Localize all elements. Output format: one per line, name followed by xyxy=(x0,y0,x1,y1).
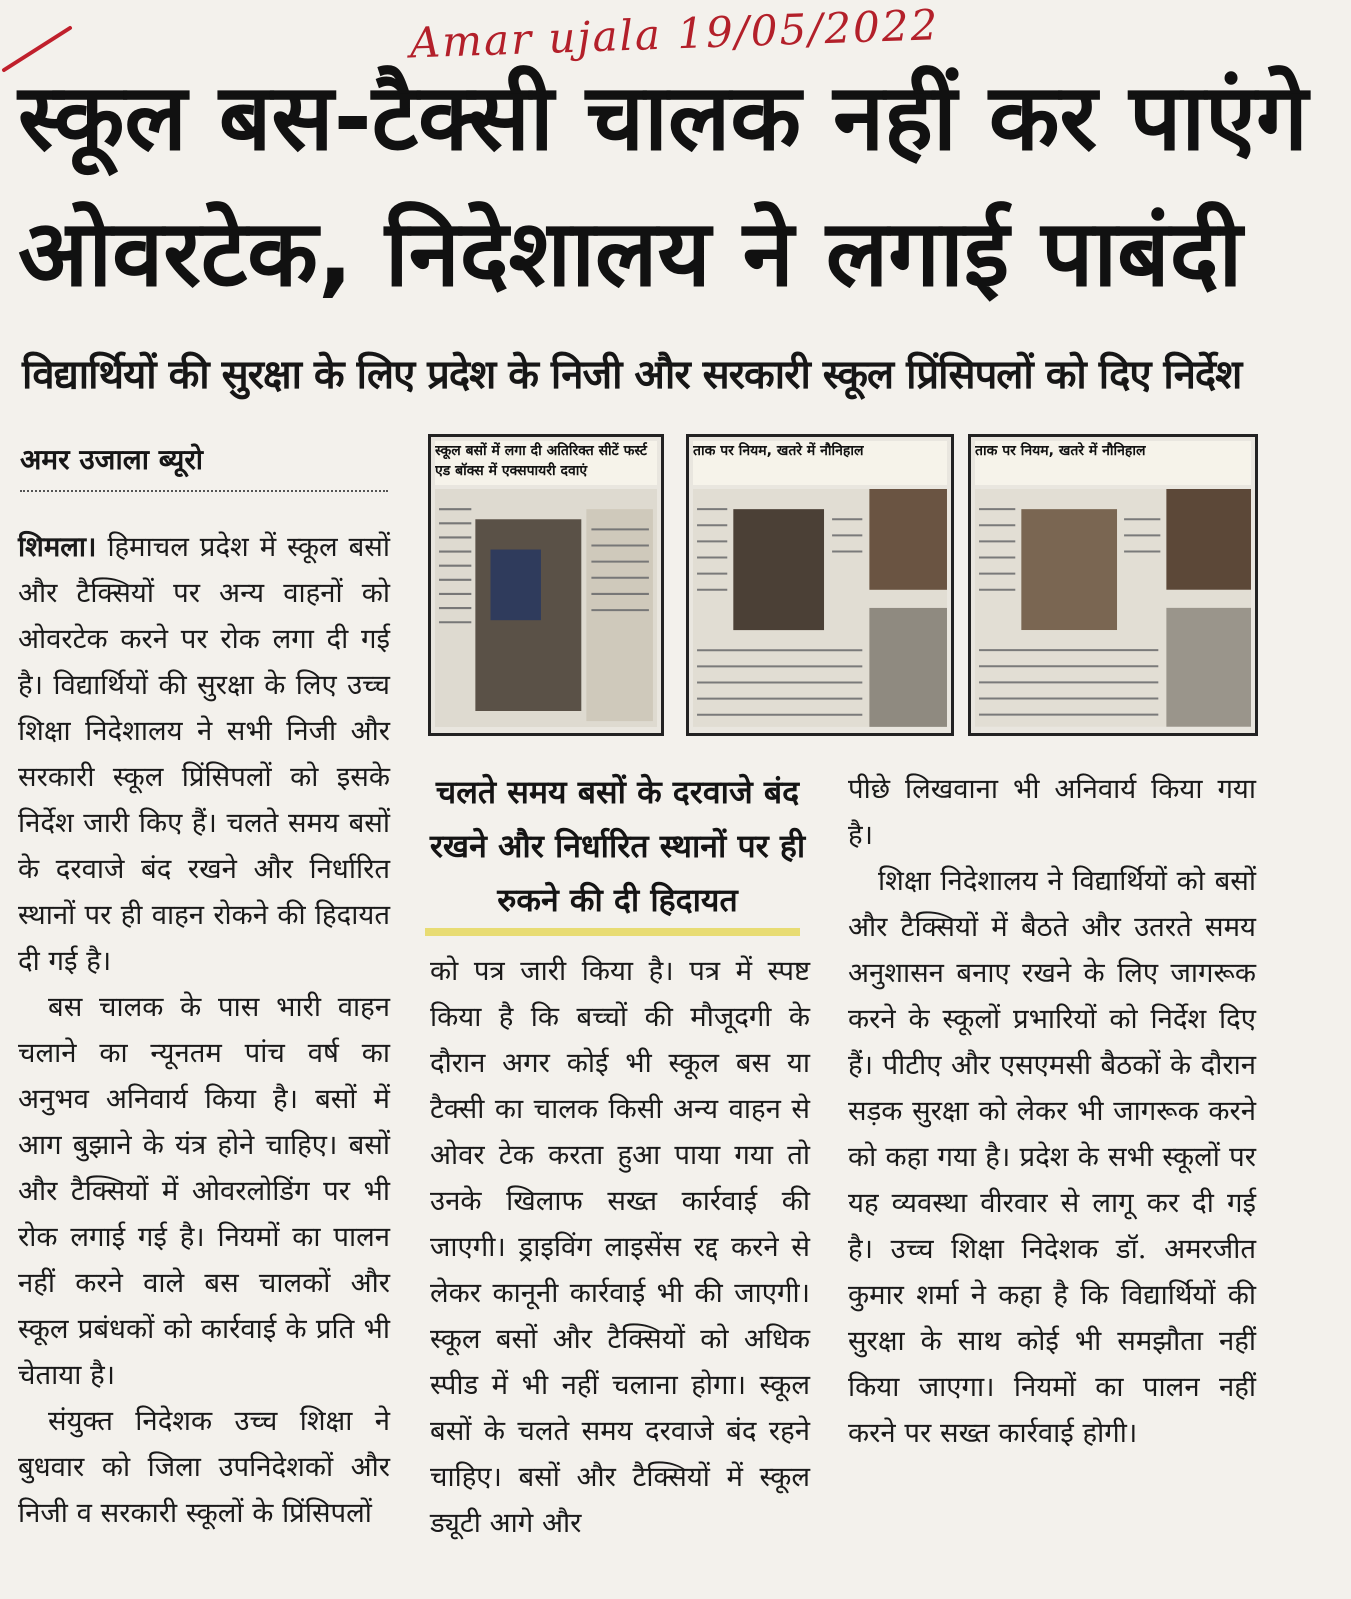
column3-paragraph-2: शिक्षा निदेशालय ने विद्यार्थियों को बसों और टैक्सियों में बैठते और उतरते समय अनुशासन बनाए रखने के लिए जागरूक करने के स्कूलों प्रभारियों को निर्देश दिए हैं। पीटीए और एसएमसी बैठकों के दौरान सड़क सुरक्षा को लेकर भी जागरूक करने को कहा गया है। प्रदेश के सभी स्कूलों पर यह व्यवस्था वीरवार से लागू कर दी गई है। उच्च शिक्षा निदेशक डॉ. अमरजीत कुमार शर्मा ने कहा है कि विद्यार्थियों की सुरक्षा के साथ कोई भी समझौता नहीं किया जाएगा। नियमों का पालन नहीं करने पर सख्त कार्रवाई होगी। xyxy=(848,865,1256,1449)
clipping-image-1 xyxy=(435,489,657,727)
clippings-photo-strip xyxy=(428,434,1258,734)
clipping-title-2: ताक पर नियम, खतरे में नौनिहाल xyxy=(693,441,947,485)
article-column-2 xyxy=(430,948,810,1546)
dateline: शिमला। xyxy=(18,531,97,563)
column1-paragraph-3: संयुक्त निदेशक उच्च शिक्षा ने बुधवार को जिला उपनिदेशकों और निजी व सरकारी स्कूलों के प्रिंसिपलों xyxy=(18,1405,390,1529)
byline: अमर उजाला ब्यूरो xyxy=(20,443,204,476)
handwritten-source-note: Amar ujala 19/05/2022 xyxy=(408,0,941,68)
clipping-title-3: ताक पर नियम, खतरे में नौनिहाल xyxy=(975,441,1251,485)
headline-line-2: ओवरटेक, निदेशालय ने लगाई पाबंदी xyxy=(18,200,1243,307)
clipping-thumbnail-2 xyxy=(686,434,954,736)
clipping-image-3 xyxy=(975,489,1251,727)
subheadline: विद्यार्थियों की सुरक्षा के लिए प्रदेश के निजी और सरकारी स्कूल प्रिंसिपलों को दिए निर्देश xyxy=(22,352,1242,398)
clipping-title-1: स्कूल बसों में लगा दी अतिरिक्त सीटें फर्स्ट एड बॉक्स में एक्सपायरी दवाएं xyxy=(435,441,657,485)
article-column-3 xyxy=(848,766,1256,1456)
pull-quote: चलते समय बसों के दरवाजे बंद रखने और निर्धारित स्थानों पर ही रुकने की दी हिदायत xyxy=(429,773,806,919)
pull-quote-highlight xyxy=(425,928,800,936)
column1-paragraph-2: बस चालक के पास भारी वाहन चलाने का न्यूनतम पांच वर्ष का अनुभव अनिवार्य किया है। बसों में आग बुझाने के यंत्र होने चाहिए। बसों और टैक्सियों में ओवरलोडिंग पर भी रोक लगाई गई है। नियमों का पालन नहीं करने वाले बस चालकों और स्कूल प्रबंधकों को कार्रवाई के प्रति भी चेताया है। xyxy=(18,991,390,1391)
column3-paragraph-1: पीछे लिखवाना भी अनिवार्य किया गया है। xyxy=(848,773,1256,851)
clipping-thumbnail-1 xyxy=(428,434,664,736)
byline-divider xyxy=(20,490,388,492)
article-column-1 xyxy=(18,524,390,1536)
column2-paragraph-1: को पत्र जारी किया है। पत्र में स्पष्ट किया है कि बच्चों की मौजूदगी के दौरान अगर कोई भी स्कूल बस या टैक्सी का चालक किसी अन्य वाहन से ओवर टेक करता हुआ पाया गया तो उनके खिलाफ सख्त कार्रवाई की जाएगी। ड्राइविंग लाइसेंस रद्द करने से लेकर कानूनी कार्रवाई भी की जाएगी। स्कूल बसों और टैक्सियों को अधिक स्पीड में भी नहीं चलाना होगा। स्कूल बसों के चलते समय दरवाजे बंद रहने चाहिए। बसों और टैक्सियों में स्कूल ड्यूटी आगे और xyxy=(430,955,810,1539)
column1-paragraph-1 xyxy=(18,524,390,984)
column1-text-1: हिमाचल प्रदेश में स्कूल बसों और टैक्सियों पर अन्य वाहनों को ओवरटेक करने पर रोक लगा दी गई है। विद्यार्थियों की सुरक्षा के लिए उच्च शिक्षा निदेशालय ने सभी निजी और सरकारी स्कूल प्रिंसिपलों को इसके निर्देश जारी किए हैं। चलते समय बसों के दरवाजे बंद रखने और निर्धारित स्थानों पर ही वाहन रोकने की हिदायत दी गई है। xyxy=(18,531,390,977)
clipping-image-2 xyxy=(693,489,947,727)
clipping-thumbnail-3 xyxy=(968,434,1258,736)
headline-line-1: स्कूल बस-टैक्सी चालक नहीं कर पाएंगे xyxy=(18,64,1308,171)
